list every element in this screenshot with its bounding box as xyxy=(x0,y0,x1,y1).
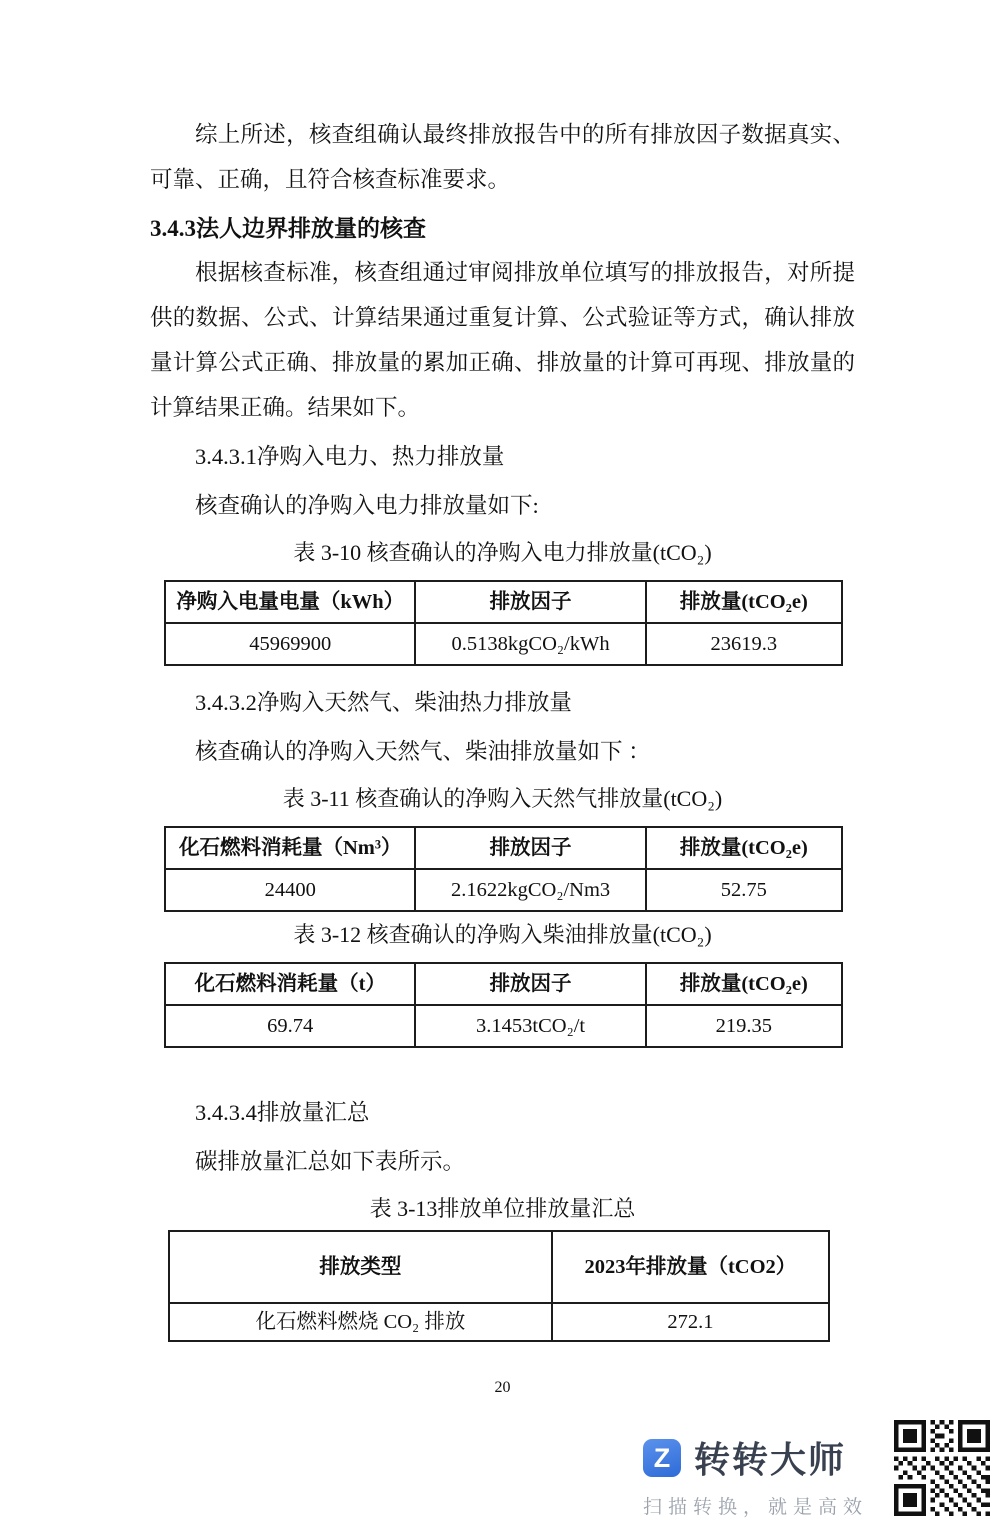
table-header-cell: 化石燃料消耗量（t） xyxy=(165,963,415,1005)
table-cell: 2.1622kgCO₂/Nm3 xyxy=(415,869,645,911)
brand-logo-icon: Z xyxy=(643,1439,681,1477)
table-cell: 272.1 xyxy=(552,1303,829,1341)
intro-line-3431: 核查确认的净购入电力排放量如下: xyxy=(195,493,539,518)
brand-tagline: 扫描转换，就是高效 xyxy=(642,1497,868,1518)
qr-code-icon xyxy=(894,1420,990,1516)
table-cell: 3.1453tCO₂/t xyxy=(415,1005,645,1047)
table-cell: 219.35 xyxy=(646,1005,842,1047)
table-header-cell: 排放因子 xyxy=(415,963,645,1005)
table-cell: 化石燃料燃烧 CO₂ 排放 xyxy=(169,1303,552,1341)
table-header-cell: 排放量(tCO₂e) xyxy=(646,963,842,1005)
table-header-cell: 排放因子 xyxy=(415,581,645,623)
table-row xyxy=(165,623,842,665)
table-header-cell: 排放量(tCO₂e) xyxy=(646,827,842,869)
table-header-cell: 净购入电量电量（kWh） xyxy=(165,581,415,623)
table-3-12 xyxy=(164,962,843,1048)
table-header-row xyxy=(165,581,842,623)
table-caption-3-11: 表 3-11 核查确认的净购入天然气排放量(tCO₂) xyxy=(282,786,723,811)
table-row xyxy=(165,869,842,911)
footer-promo-bar xyxy=(0,1420,1000,1532)
table-header-row xyxy=(169,1231,829,1303)
page-number: 20 xyxy=(494,1379,511,1396)
brand-block xyxy=(643,1432,868,1519)
section-heading-3431: 3.4.3.1净购入电力、热力排放量 xyxy=(195,444,505,469)
brand-row xyxy=(643,1432,868,1483)
table-caption-3-10: 表 3-10 核查确认的净购入电力排放量(tCO₂) xyxy=(293,540,712,565)
table-row xyxy=(169,1303,829,1341)
table-3-13 xyxy=(168,1230,830,1342)
table-cell: 52.75 xyxy=(646,869,842,911)
table-row xyxy=(165,1005,842,1047)
table-caption-3-12: 表 3-12 核查确认的净购入柴油排放量(tCO₂) xyxy=(293,922,712,947)
table-header-row xyxy=(165,827,842,869)
table-header-cell: 排放类型 xyxy=(169,1231,552,1303)
intro-line-3434: 碳排放量汇总如下表所示。 xyxy=(195,1149,466,1174)
table-cell: 45969900 xyxy=(165,623,415,665)
table-header-cell: 化石燃料消耗量（Nm³） xyxy=(165,827,415,869)
table-cell: 24400 xyxy=(165,869,415,911)
table-header-row xyxy=(165,963,842,1005)
intro-line-3432: 核查确认的净购入天然气、柴油排放量如下 ： xyxy=(195,739,651,764)
summary-paragraph: 综上所述，核查组确认最终排放报告中的所有排放因子数据真实、可靠、正确，且符合核查标准要求。 xyxy=(150,122,855,192)
section-heading-343: 3.4.3法人边界排放量的核查 xyxy=(150,216,426,241)
section-heading-3434: 3.4.3.4排放量汇总 xyxy=(195,1100,370,1125)
table-caption-3-13: 表 3-13排放单位排放量汇总 xyxy=(369,1196,636,1221)
method-paragraph: 根据核查标准，核查组通过审阅排放单位填写的排放报告，对所提供的数据、公式、计算结果通过重复计算、公式验证等方式，确认排放量计算公式正确、排放量的累加正确、排放量的计算可再现、排放量的计算结果正确。结果如下。 xyxy=(150,260,855,420)
table-header-cell: 2023年排放量（tCO2） xyxy=(552,1231,829,1303)
table-cell: 0.5138kgCO₂/kWh xyxy=(415,623,645,665)
brand-name: 转转大师 xyxy=(693,1439,846,1480)
table-3-10 xyxy=(164,580,843,666)
table-3-11 xyxy=(164,826,843,912)
table-cell: 23619.3 xyxy=(646,623,842,665)
table-header-cell: 排放因子 xyxy=(415,827,645,869)
table-header-cell: 排放量(tCO₂e) xyxy=(646,581,842,623)
section-heading-3432: 3.4.3.2净购入天然气、柴油热力排放量 xyxy=(195,690,572,715)
table-cell: 69.74 xyxy=(165,1005,415,1047)
